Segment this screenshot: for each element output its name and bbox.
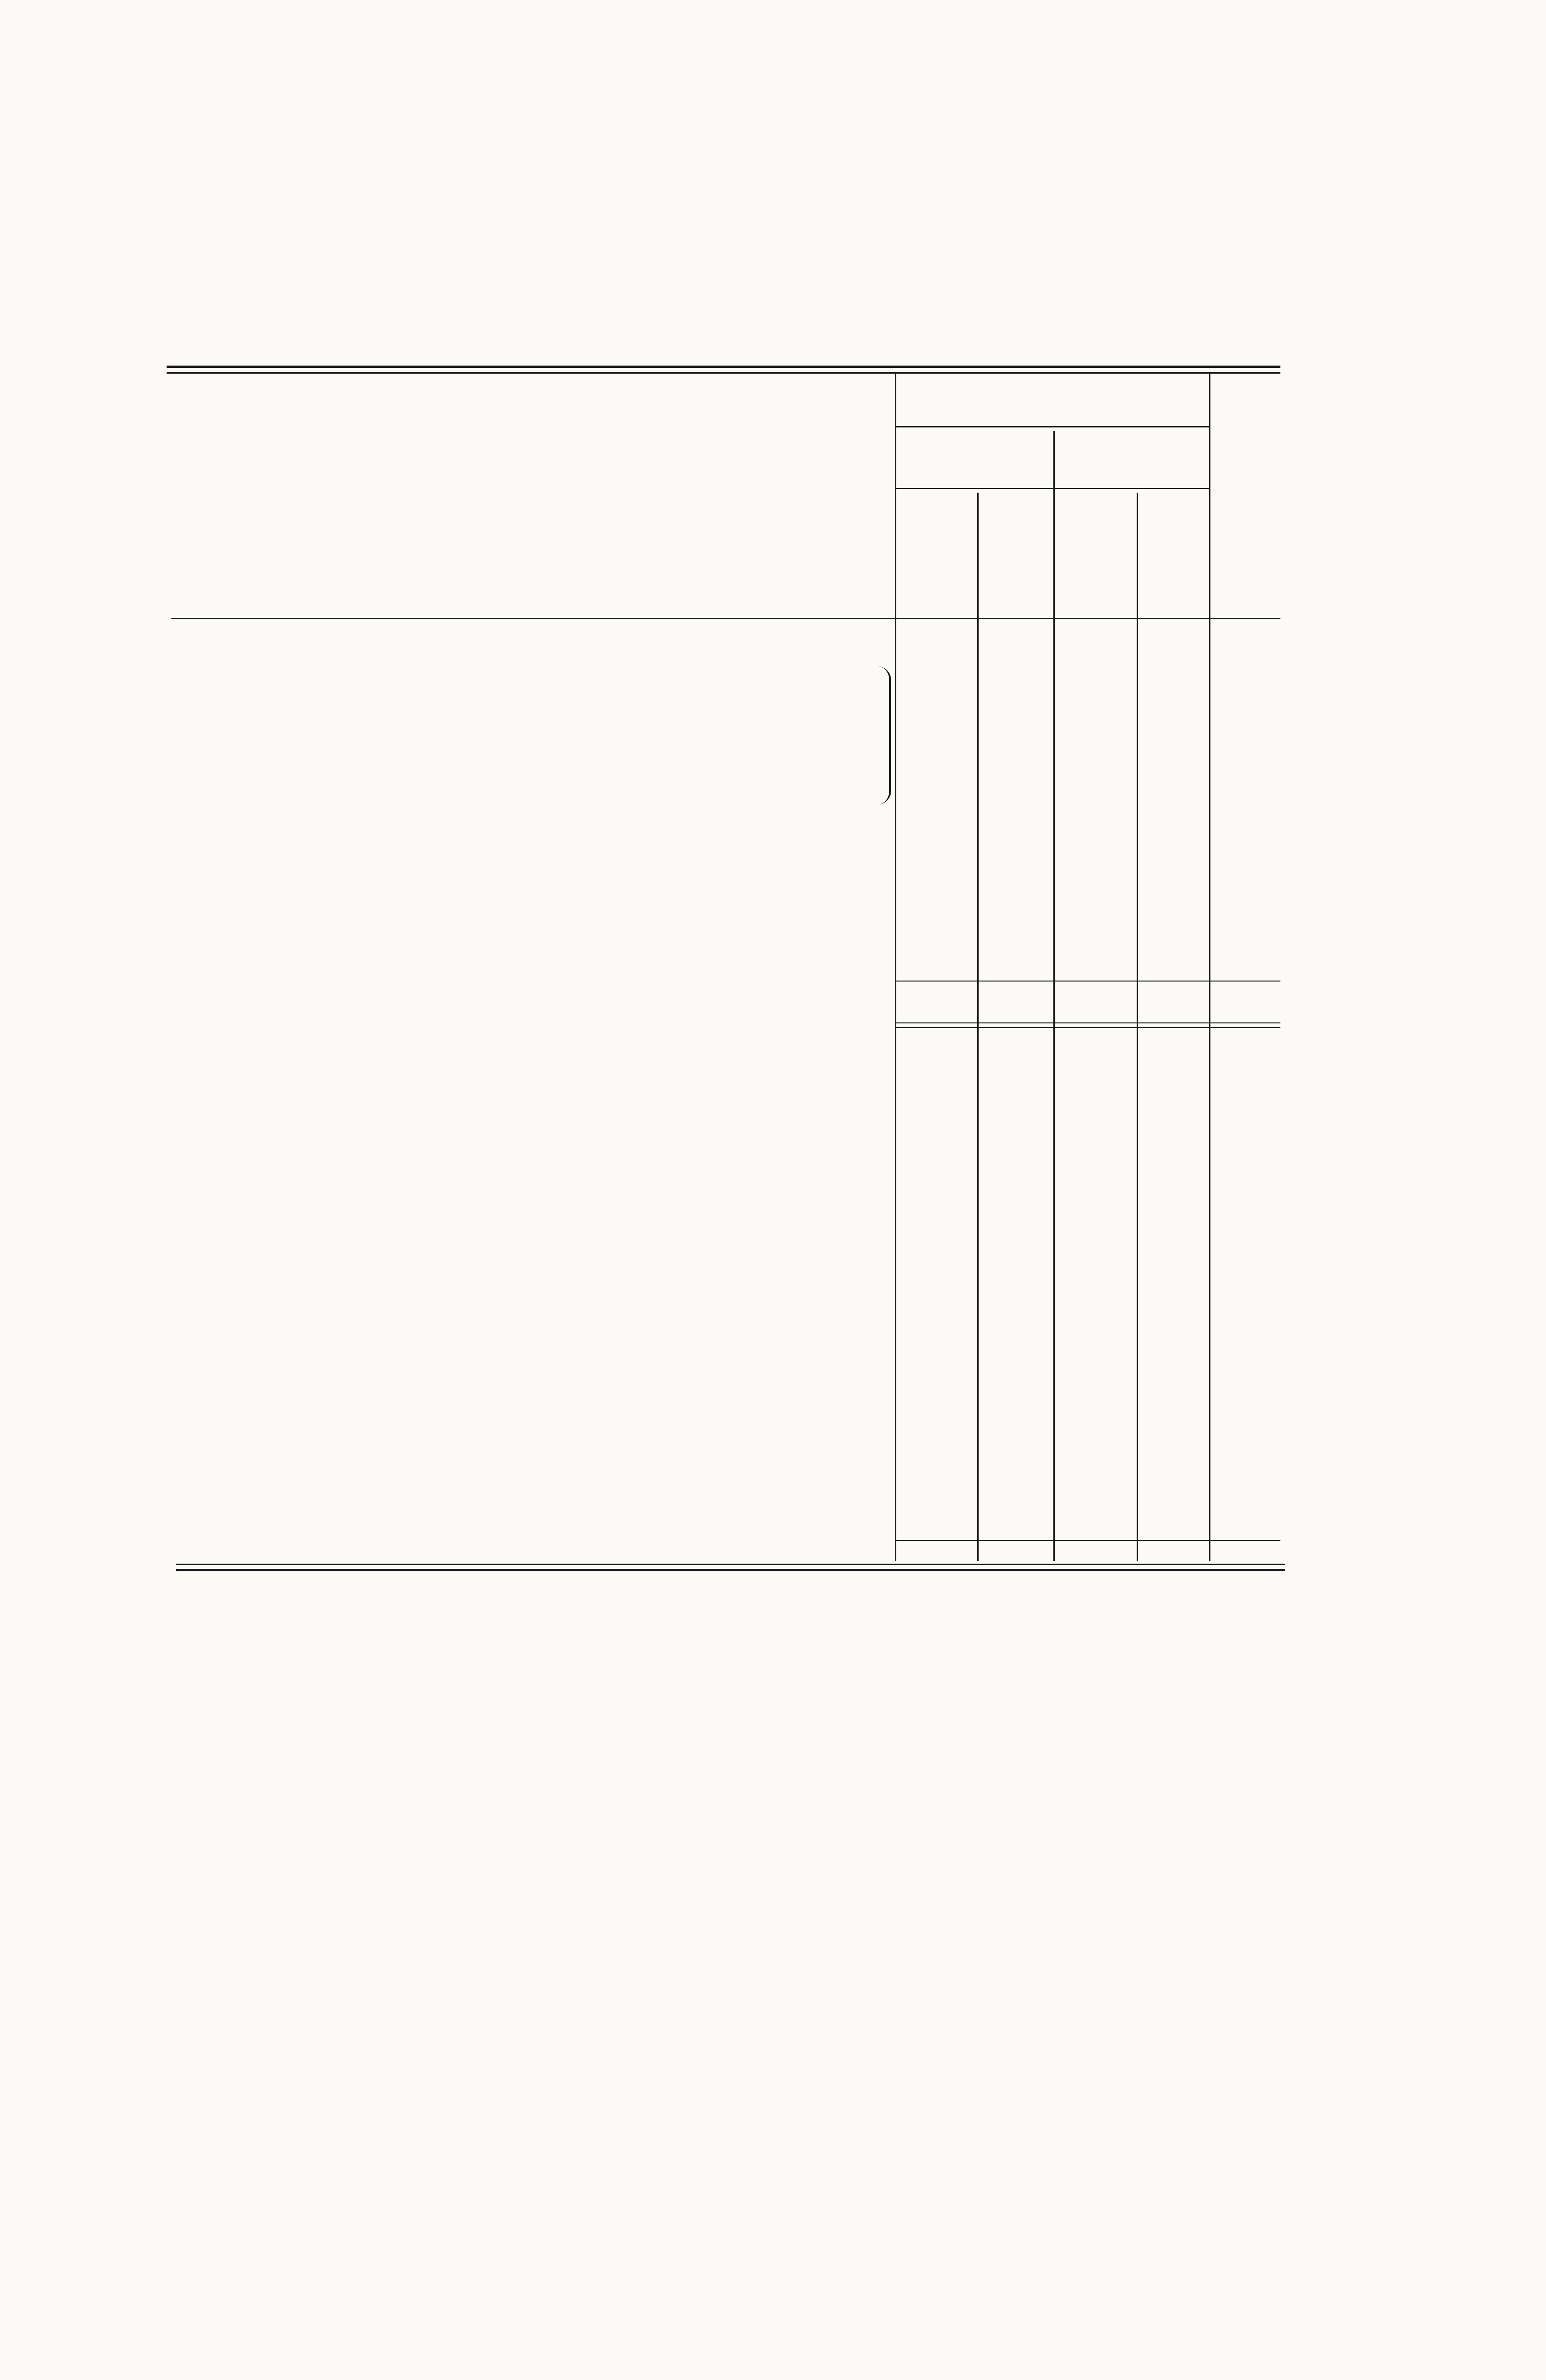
winnebago-total-rule-1	[896, 1022, 1280, 1023]
col-line-cf	[1209, 374, 1210, 1561]
wood-subtotal-rule	[896, 1540, 1280, 1541]
bottom-rule-2	[176, 1569, 1285, 1571]
winnebago-total-rule-2	[896, 1027, 1280, 1028]
bottom-rule	[176, 1564, 1285, 1565]
header-bottom-rule	[171, 618, 1280, 619]
col-line-stub	[895, 374, 896, 1561]
aggregate-rule	[896, 426, 1210, 427]
top-rule-2	[167, 372, 1280, 374]
white-colored-rule	[896, 488, 1210, 489]
top-rule	[167, 366, 1280, 368]
winnebago-subtotal-rule	[896, 981, 1280, 982]
oshkosh-brace	[875, 666, 891, 804]
col-line-wf	[1053, 431, 1055, 1561]
